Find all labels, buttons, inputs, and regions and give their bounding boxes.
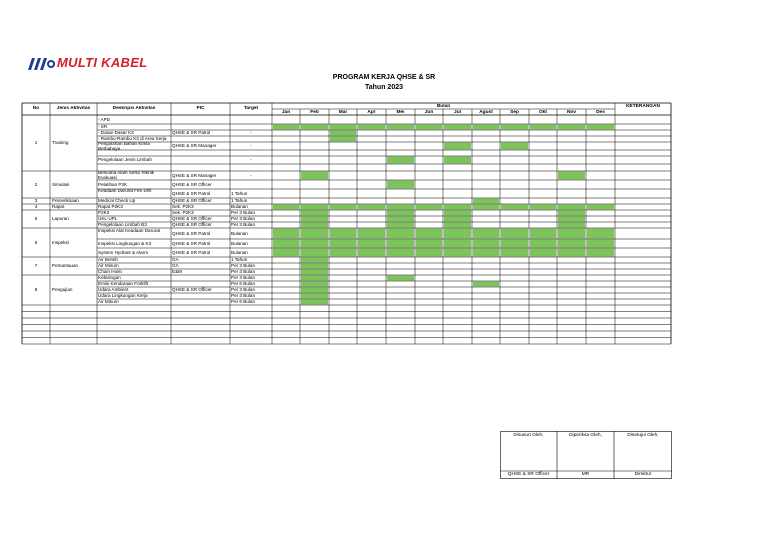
activity-target: 1 Tahun [231,198,248,204]
schedule-mark [301,229,328,239]
schedule-mark [387,157,414,164]
schedule-mark [301,276,328,281]
group-number: 6 [34,239,38,245]
schedule-mark [387,217,414,222]
activity-pic: QHSE & SR Officer [172,198,212,204]
col-header-deskripsi: Deskripsi Aktivitas [112,106,156,111]
schedule-mark [558,249,585,257]
activity-target: Per 6 Bulan [231,281,256,287]
month-header: Jul [454,109,461,115]
schedule-mark [387,223,414,228]
sign-role-mr: MR [581,472,590,477]
month-header: Apr [367,109,376,115]
activity-target: Per 3 Bulan [231,269,256,275]
activity-description: Udara Ambient [98,287,129,293]
activity-target: Per 6 Bulan [231,299,256,305]
schedule-mark [301,211,328,216]
month-header: Okt [539,109,547,115]
group-number: 8 [34,287,38,293]
schedule-mark [558,211,585,216]
activity-pic: GA [172,257,179,263]
activity-description: - APD [98,116,110,122]
activity-target: Per 3 Bulan [231,293,256,299]
schedule-mark [473,229,499,239]
schedule-mark [558,240,585,248]
schedule-mark [358,229,385,239]
activity-pic: QHSE & SR Officer [172,222,212,228]
schedule-mark [444,240,471,248]
schedule-mark [273,240,299,248]
activity-description: Air Bersih [98,257,118,263]
schedule-mark [473,125,499,130]
activity-description: Rapat P2K3 [98,204,123,210]
schedule-mark [530,240,556,248]
activity-description: Pelatihan P3K [98,181,128,187]
group-activity: Training [52,140,69,146]
activity-description: Chain Hoist [98,269,122,275]
schedule-mark [558,125,585,130]
schedule-mark [444,229,471,239]
col-header-bulan: Bulan [436,103,451,109]
activity-description: Pengolahan Bahan Kimia Berbahaya [98,140,150,151]
group-activity: Rapat [52,204,65,210]
activity-description: UKL-UPL [98,216,118,222]
schedule-mark [558,205,585,210]
month-header: Des [596,109,605,115]
month-header: Mei [396,109,405,115]
schedule-mark [301,172,328,180]
activity-description: - Rambu-Rambu K3 di Area Kerja [98,136,167,142]
activity-pic: Sek. P2K3 [172,204,194,210]
schedule-mark [558,223,585,228]
schedule-mark [301,223,328,228]
schedule-mark [587,240,614,248]
schedule-mark [558,229,585,239]
group-activity: Simulasi [52,181,70,187]
schedule-mark [473,282,499,287]
activity-description: - SR [98,124,108,130]
activity-pic: E&M [172,269,182,275]
schedule-mark [330,249,356,257]
schedule-mark [301,258,328,263]
schedule-mark [444,205,471,210]
activity-target: Bulanan [231,230,248,236]
month-header: Jun [424,109,434,115]
col-header-no: No [32,106,40,111]
document-title: PROGRAM KERJA QHSE & SR [332,74,436,81]
activity-description: Udara Lingkungan Kerja [98,293,148,299]
document-subtitle: Tahun 2023 [365,84,403,91]
schedule-mark [530,249,556,257]
schedule-mark [501,205,528,210]
group-number: 4 [34,204,38,210]
schedule-mark [358,249,385,257]
activity-target: - [250,172,252,178]
schedule-mark [558,217,585,222]
group-activity: Pemantauan [52,263,79,269]
sign-role-direktur: Direktur [634,472,652,477]
month-header: Agust [479,109,493,115]
schedule-mark [330,240,356,248]
company-name: MULTI KABEL [57,55,148,70]
sign-disetujui-label: Disetujui Oleh, [627,433,659,438]
col-header-target: Target [243,106,259,111]
schedule-mark [473,205,499,210]
schedule-mark [330,205,356,210]
activity-pic: QHSE & SR Patrol [172,240,211,246]
schedule-mark [330,131,356,136]
schedule-mark [387,205,414,210]
schedule-mark [387,125,414,130]
group-number: 7 [34,263,38,269]
activity-description: Emisi Kendaraan Forklift [98,281,149,287]
schedule-mark [301,282,328,287]
schedule-mark [273,125,299,130]
schedule-mark [301,205,328,210]
group-activity: Pengujian [52,287,73,293]
activity-target: Bulanan [231,249,248,255]
schedule-mark [301,264,328,269]
schedule-mark [416,229,442,239]
activity-target: 1 Tahun [231,190,248,196]
group-activity: Laporan [52,216,69,222]
schedule-mark [358,205,385,210]
schedule-mark [330,229,356,239]
activity-pic: QHSE & SR Manager [172,172,217,178]
schedule-mark [530,125,556,130]
schedule-mark [301,249,328,257]
sign-diperiksa-label: Diperiksa Oleh, [569,433,602,438]
schedule-mark [301,270,328,275]
schedule-mark [501,125,528,130]
activity-pic: QHSE & SR Officer [172,181,212,187]
schedule-mark [416,249,442,257]
activity-description: Air Minum [98,263,119,269]
group-number: 1 [34,140,38,146]
schedule-mark [387,181,414,189]
group-number: 5 [34,216,38,222]
schedule-mark [387,276,414,281]
activity-description: Kebisingan [98,275,121,281]
schedule-mark [444,217,471,222]
activity-target: 1 Tahun [231,257,248,263]
schedule-mark [530,205,556,210]
month-header: Nov [566,109,577,115]
activity-target: Per 3 Bulan [231,210,256,216]
col-header-pic: PIC [196,106,205,111]
month-header: Jan [281,109,291,115]
activity-pic: QHSE & SR Patrol [172,190,211,196]
month-header: Mar [338,109,348,115]
activity-target: Bulanan [231,240,248,246]
sign-disusun-label: Disusun Oleh, [513,433,544,438]
activity-pic: GA [172,263,179,269]
activity-pic: QHSE & SR Manager [172,143,217,149]
schedule-mark [444,157,471,164]
schedule-mark [387,211,414,216]
activity-pic: QHSE & SR Patrol [172,249,211,255]
schedule-mark [273,205,299,210]
schedule-mark [444,143,471,150]
schedule-mark [444,125,471,130]
activity-pic: QHSE & SR Patrol [172,230,211,236]
schedule-mark [273,229,299,239]
schedule-mark [273,249,299,257]
schedule-mark [530,229,556,239]
activity-target: Per 3 Bulan [231,275,256,281]
schedule-mark [501,143,528,150]
schedule-mark [301,240,328,248]
activity-description: Pengelolaan Jenis Limbah [98,157,152,163]
schedule-mark [587,125,614,130]
schedule-mark [301,300,328,305]
col-header-jenis: Jenis Aktivitas [56,106,91,111]
activity-description: P2K3 [98,210,110,216]
group-number: 2 [34,181,38,187]
activity-target: - [250,157,252,163]
activity-target: Per 3 Bulan [231,222,256,228]
schedule-mark [301,217,328,222]
activity-description: - Dasar-Dasar K3 [98,130,134,136]
activity-target: - [250,130,252,136]
schedule-mark [358,125,385,130]
activity-target: Per 3 Bulan [231,263,256,269]
schedule-mark [501,229,528,239]
schedule-mark [473,249,499,257]
schedule-mark [330,125,356,130]
activity-description: Inspeksi Lingkungan & K3 [98,240,152,246]
activity-target: Per 3 Bulan [231,216,256,222]
schedule-mark [301,288,328,293]
activity-description: System Hydrant & Alarm [98,249,149,255]
schedule-mark [473,199,499,204]
group-activity: Inspeksi [52,239,69,245]
schedule-mark [387,240,414,248]
activity-target: Per 3 Bulan [231,287,256,293]
activity-pic: Sek. P2K3 [172,210,194,216]
schedule-mark [416,125,442,130]
schedule-mark [416,205,442,210]
group-activity: Pemeriksaan [52,198,79,204]
schedule-mark [444,223,471,228]
schedule-mark [501,249,528,257]
schedule-mark [473,240,499,248]
schedule-mark [387,249,414,257]
schedule-mark [587,249,614,257]
group-number: 3 [34,198,38,204]
schedule-mark [358,240,385,248]
schedule-mark [387,229,414,239]
schedule-mark [558,172,585,180]
month-header: Sep [510,109,519,115]
activity-pic: QHSE & SR Officer [172,287,212,293]
schedule-mark [444,211,471,216]
schedule-mark [501,240,528,248]
schedule-mark [587,205,614,210]
activity-pic: QHSE & SR Patrol [172,130,211,136]
activity-description: Bencana Alam Serta Teknik Evakuasi [98,170,155,181]
activity-target: - [250,143,252,149]
activity-pic: QHSE & SR Officer [172,216,212,222]
activity-description: Inspeksi Alat Keadaan Darurat [98,228,161,234]
month-header: Feb [310,109,319,115]
schedule-mark [444,249,471,257]
activity-target: Bulanan [231,204,248,210]
activity-description: Medical Check Up [98,198,136,204]
col-header-keterangan: KETERANGAN [626,104,660,109]
activity-description: Keadaan Darurat Fire Drill [98,188,152,194]
sign-role-officer: QHSE & SR Officer [507,472,550,477]
activity-description: Pengelolaan Limbah B3 [98,222,147,228]
schedule-mark [301,294,328,299]
schedule-mark [587,229,614,239]
schedule-mark [416,240,442,248]
schedule-mark [330,137,356,142]
schedule-mark [301,125,328,130]
activity-description: Air Minum [98,299,119,305]
